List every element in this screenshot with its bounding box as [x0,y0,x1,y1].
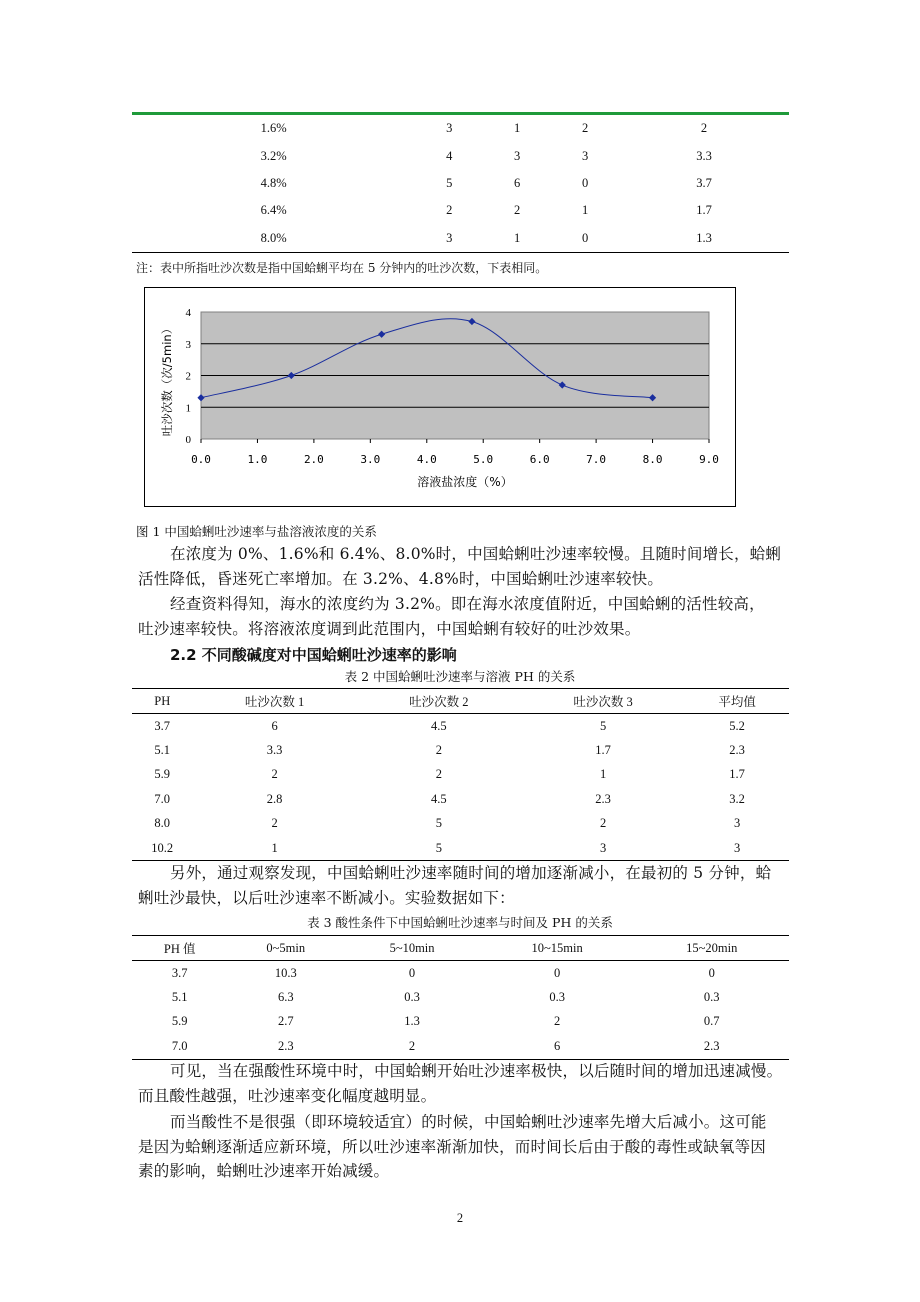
table-cell: 6 [271,718,278,733]
paragraph-2-line-1: 经查资料得知，海水的浓度约为 3.2%。即在海水浓度值附近，中国蛤蜊的活性较高， [170,595,765,613]
table-1 [132,112,789,253]
table-cell: 5.9 [171,1014,188,1029]
column-header: 吐沙次数 3 [521,689,685,714]
table-cell: 0 [408,965,416,980]
x-tick-labels [191,439,719,466]
table-cell: 3.2 [729,791,745,806]
table-cell: 3 [446,121,453,136]
table-2-body [132,714,789,861]
table-cell: 0.3 [549,990,565,1005]
table-row [132,142,789,169]
table-cell: 2 [271,816,278,831]
table-cell: 4.5 [431,718,447,733]
table-cell: 7.0 [154,791,171,806]
chart-canvas [145,288,735,506]
x-tick-label: 7.0 [586,453,607,466]
table-row [132,1010,789,1034]
table-cell: 0.3 [404,990,420,1005]
table-cell: 5.9 [154,767,171,782]
column-header: 吐沙次数 1 [192,689,356,714]
table-row [132,836,789,861]
section-heading: 2.2 不同酸碱度对中国蛤蜊吐沙速率的影响 [170,646,457,664]
table-cell: 4 [446,148,453,163]
table-cell: 2.3 [277,1038,294,1053]
table-cell: 4.8% [260,175,287,190]
table-cell: 0.3 [703,990,720,1005]
table-cell: 2 [435,743,442,758]
table-cell: 5 [435,840,442,855]
column-header: 平均值 [685,689,789,714]
table-row [132,197,789,224]
table-row [132,738,789,762]
table-row [132,961,789,986]
table-cell: 10.3 [274,965,297,980]
table-cell: 1 [581,203,589,218]
table-cell: 2 [435,767,442,782]
table-2-caption: 表 2 中国蛤蜊吐沙速率与溶液 PH 的关系 [344,669,576,684]
table-cell: 2.3 [595,791,611,806]
table-cell: 2 [554,1014,561,1029]
column-header: 10~15min [480,936,635,961]
table-cell: 5 [435,816,442,831]
table-cell: 3 [733,816,741,831]
paragraph-4-line-1: 可见，当在强酸性环境中时，中国蛤蜊开始吐沙速率极快，以后随时间的增加迅速减慢。 [170,1062,783,1080]
table-cell: 3.3 [696,148,712,163]
table-2 [132,688,789,861]
table-cell: 3.3 [266,743,283,758]
figure-1-caption: 图 1 中国蛤蜊吐沙速率与盐溶液浓度的关系 [136,524,377,539]
table-cell: 3 [514,148,521,163]
table-cell: 2.7 [277,1014,294,1029]
table-row [132,714,789,739]
table-cell: 3.7 [696,175,712,190]
table-row [132,985,789,1009]
table-cell: 0.7 [703,1014,720,1029]
paragraph-5-line-3: 素的影响，蛤蜊吐沙速率开始减缓。 [138,1162,390,1180]
column-header: PH 值 [132,936,227,961]
table-cell: 2.8 [266,791,283,806]
column-header: 15~20min [634,936,789,961]
table-cell: 3 [446,230,453,245]
table-cell: 5.1 [154,743,171,758]
x-tick-label: 5.0 [473,453,494,466]
x-tick-label: 8.0 [642,453,663,466]
x-tick-label: 0.0 [191,453,211,466]
table-cell: 4.5 [431,791,447,806]
table-cell: 3.7 [171,965,188,980]
table-cell: 2 [700,121,708,136]
y-tick-labels [186,307,192,446]
table-cell: 2.3 [729,743,745,758]
table-cell: 1.7 [595,743,611,758]
table-cell: 2 [581,121,589,136]
table-3 [132,935,789,1060]
page-number: 2 [456,1211,464,1225]
paragraph-4-line-2: 而且酸性越强，吐沙速率变化幅度越明显。 [138,1087,437,1105]
x-tick-label: 2.0 [303,453,324,466]
column-header: 0~5min [227,936,344,961]
table-row [132,763,789,787]
table-row [132,170,789,197]
y-tick-label: 4 [185,307,191,319]
table-row [132,225,789,253]
paragraph-5-line-2: 是因为蛤蜊逐渐适应新环境，所以吐沙速率渐渐加快，而时间长后由于酸的毒性或缺氧等因 [138,1138,767,1156]
table-cell: 1.7 [696,203,712,218]
table-cell: 3 [733,840,741,855]
y-tick-label: 0 [185,434,191,446]
table-cell: 2 [408,1038,416,1053]
paragraph-5-line-1: 而当酸性不是很强（即环境较适宜）的时候，中国蛤蜊吐沙速率先增大后减小。这可能 [170,1113,767,1131]
table-cell: 3.2% [260,148,287,163]
table-cell: 1 [271,840,278,855]
x-tick-label: 1.0 [247,453,268,466]
table-cell: 0 [581,230,589,245]
paragraph-3-line-2: 蜊吐沙最快，以后吐沙速率不断减小。实验数据如下： [138,889,515,907]
table-cell: 6 [514,175,521,190]
column-header: 吐沙次数 2 [357,689,521,714]
table-cell: 0 [581,175,589,190]
table-cell: 1.3 [696,230,712,245]
table-cell: 2 [271,767,278,782]
table-cell: 3.7 [154,718,171,733]
table-3-header [132,936,789,961]
x-axis-label: 溶液盐浓度（%） [417,475,513,489]
table-1-body [132,114,789,253]
table-cell: 0 [708,965,715,980]
x-tick-label: 6.0 [529,453,550,466]
table-cell: 2 [514,203,521,218]
table-3-body [132,961,789,1060]
paragraph-2-line-2: 吐沙速率较快。将溶液浓度调到此范围内，中国蛤蜊有较好的吐沙效果。 [138,620,641,638]
table-cell: 6 [554,1038,561,1053]
table-cell: 10.2 [151,840,174,855]
y-tick-label: 2 [185,370,191,383]
table-cell: 1.3 [404,1014,420,1029]
table-cell: 6.3 [277,990,294,1005]
table-row [132,812,789,836]
table-3-caption: 表 3 酸性条件下中国蛤蜊吐沙速率与时间及 PH 的关系 [307,915,613,930]
y-tick-label: 3 [185,338,191,351]
table-cell: 3 [581,148,589,163]
table-cell: 8.0 [154,816,171,831]
x-tick-label: 4.0 [416,453,437,466]
x-tick-label: 9.0 [699,453,719,466]
table-2-header [132,689,789,714]
table-row [132,1034,789,1059]
table-cell: 8.0% [260,230,287,245]
table-cell: 5 [599,718,607,733]
column-header: PH [132,689,192,714]
table-cell: 1 [514,121,521,136]
table-cell: 1.7 [729,767,745,782]
table-cell: 5.1 [171,990,188,1005]
table-row [132,114,789,143]
table-cell: 7.0 [171,1038,188,1053]
x-tick-label: 3.0 [360,453,381,466]
table-row [132,787,789,811]
figure-1-chart [144,287,736,507]
table-cell: 2.3 [703,1038,720,1053]
table-cell: 1.6% [260,121,287,136]
paragraph-1-line-1: 在浓度为 0%、1.6%和 6.4%、8.0%时，中国蛤蜊吐沙速率较慢。且随时间增长，蛤蜊 [170,545,782,563]
column-header: 5~10min [344,936,480,961]
table-cell: 6.4% [260,203,287,218]
table-cell: 1 [514,230,521,245]
table-cell: 3 [599,840,607,855]
table-cell: 1 [599,767,607,782]
y-axis-label: 吐沙次数（次/5min） [160,322,174,437]
table-cell: 2 [446,203,453,218]
table-cell: 5 [446,175,453,190]
paragraph-1-line-2: 活性降低，昏迷死亡率增加。在 3.2%、4.8%时，中国蛤蜊吐沙速率较快。 [138,570,664,588]
y-tick-label: 1 [185,402,191,415]
paragraph-3-line-1: 另外，通过观察发现，中国蛤蜊吐沙速率随时间的增加逐渐减小，在最初的 5 分钟，蛤 [170,864,772,882]
table-cell: 2 [599,816,607,831]
table-cell: 5.2 [729,718,745,733]
table-1-note: 注：表中所指吐沙次数是指中国蛤蜊平均在 5 分钟内的吐沙次数，下表相同。 [136,261,548,275]
table-cell: 0 [554,965,561,980]
